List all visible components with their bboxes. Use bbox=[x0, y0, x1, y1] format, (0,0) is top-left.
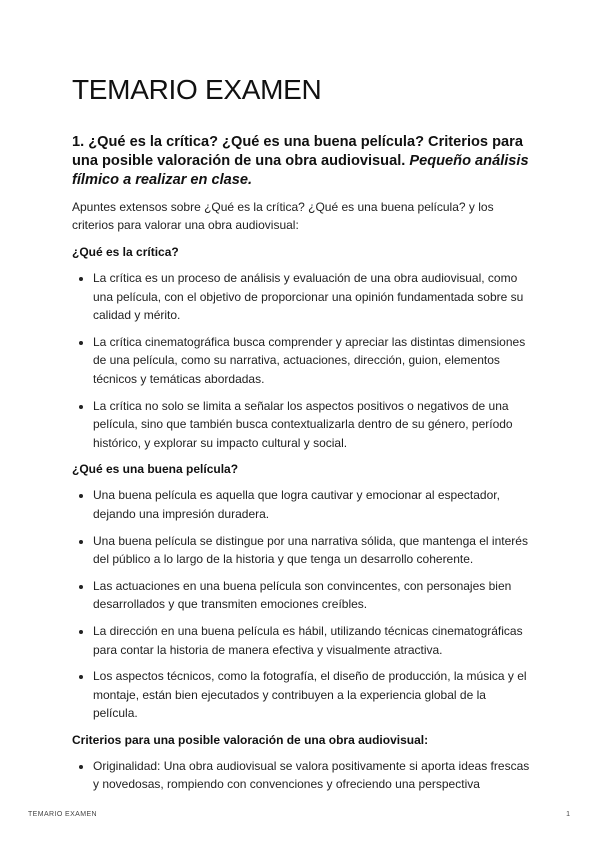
list-item bbox=[72, 577, 532, 614]
list-item bbox=[72, 532, 532, 569]
list-item-text: Una buena película se distingue por una narrativa sólida, que mantenga el interés del público a lo largo de la historia y que tenga un desarrollo coherente. bbox=[93, 533, 528, 567]
list-item-text: Una buena película es aquella que logra cautivar y emocionar al espectador, dejando una impresión duradera. bbox=[93, 488, 500, 521]
subheading-critica: ¿Qué es la crítica? bbox=[72, 245, 179, 259]
bullet-icon bbox=[79, 540, 83, 544]
list-item bbox=[72, 757, 532, 794]
section-heading-italic: Pequeño análisis fílmico a realizar en clase. bbox=[72, 153, 529, 188]
list-item bbox=[72, 486, 532, 523]
subheading-criterios: Criterios para una posible valoración de una obra audiovisual: bbox=[72, 732, 429, 747]
list-item-text: Los aspectos técnicos, como la fotografía, el diseño de producción, la música y el montaje, están bien ejecutados y contribuyen a la experiencia global de la película. bbox=[93, 669, 527, 721]
list-item bbox=[72, 667, 532, 723]
bullet-icon bbox=[79, 405, 83, 409]
bullet-icon bbox=[79, 630, 83, 634]
critica-list bbox=[72, 269, 532, 452]
subheading-buena-pelicula: ¿Qué es una buena película? bbox=[72, 462, 239, 477]
list-item-text: La dirección en una buena película es hábil, utilizando técnicas cinematográficas para contar la historia de manera efectiva y visualmente atractiva. bbox=[93, 623, 523, 657]
list-item-text: Las actuaciones en una buena película son convincentes, con personajes bien desarrollados y que transmiten emociones creíbles. bbox=[93, 578, 512, 612]
bullet-icon bbox=[79, 494, 83, 498]
page-number: 1 bbox=[566, 811, 570, 818]
criterios-list bbox=[72, 757, 532, 794]
list-item-text: La crítica cinematográfica busca comprender y apreciar las distintas dimensiones de una película, como su narrativa, actuaciones, dirección, guion, elementos técnicos y temáticas abordadas. bbox=[93, 334, 526, 386]
document-title: TEMARIO EXAMEN bbox=[72, 74, 322, 105]
bullet-icon bbox=[79, 277, 83, 281]
list-item-text: Originalidad: Una obra audiovisual se valora positivamente si aporta ideas frescas y novedosas, rompiendo con convenciones y ofreciendo una perspectiva bbox=[93, 758, 530, 792]
buena-pelicula-list bbox=[72, 486, 532, 723]
footer-title: TEMARIO EXAMEN bbox=[28, 811, 97, 818]
bullet-icon bbox=[79, 765, 83, 769]
list-item-text: La crítica es un proceso de análisis y evaluación de una obra audiovisual, como una película, con el objetivo de proporcionar una opinión fundamentada sobre su calidad y mérito. bbox=[93, 271, 524, 323]
list-item bbox=[72, 269, 532, 325]
list-item-text: La crítica no solo se limita a señalar los aspectos positivos o negativos de una película, sino que también busca contextualizarla dentro de su género, período histórico, y explorar su impacto cultural y social. bbox=[93, 398, 513, 450]
intro-paragraph: Apuntes extensos sobre ¿Qué es la crítica? ¿Qué es una buena película? y los criterios para valorar una obra audiovisual: bbox=[72, 200, 494, 232]
list-item bbox=[72, 333, 532, 389]
bullet-icon bbox=[79, 585, 83, 589]
bullet-icon bbox=[79, 675, 83, 679]
list-item bbox=[72, 397, 532, 453]
list-item bbox=[72, 622, 532, 659]
document-content bbox=[72, 133, 532, 802]
bullet-icon bbox=[79, 341, 83, 345]
section-heading bbox=[72, 133, 532, 190]
section-heading-main: 1. ¿Qué es la crítica? ¿Qué es una buena película? Criterios para una posible valoración de una obra audiovisual. bbox=[72, 134, 523, 169]
